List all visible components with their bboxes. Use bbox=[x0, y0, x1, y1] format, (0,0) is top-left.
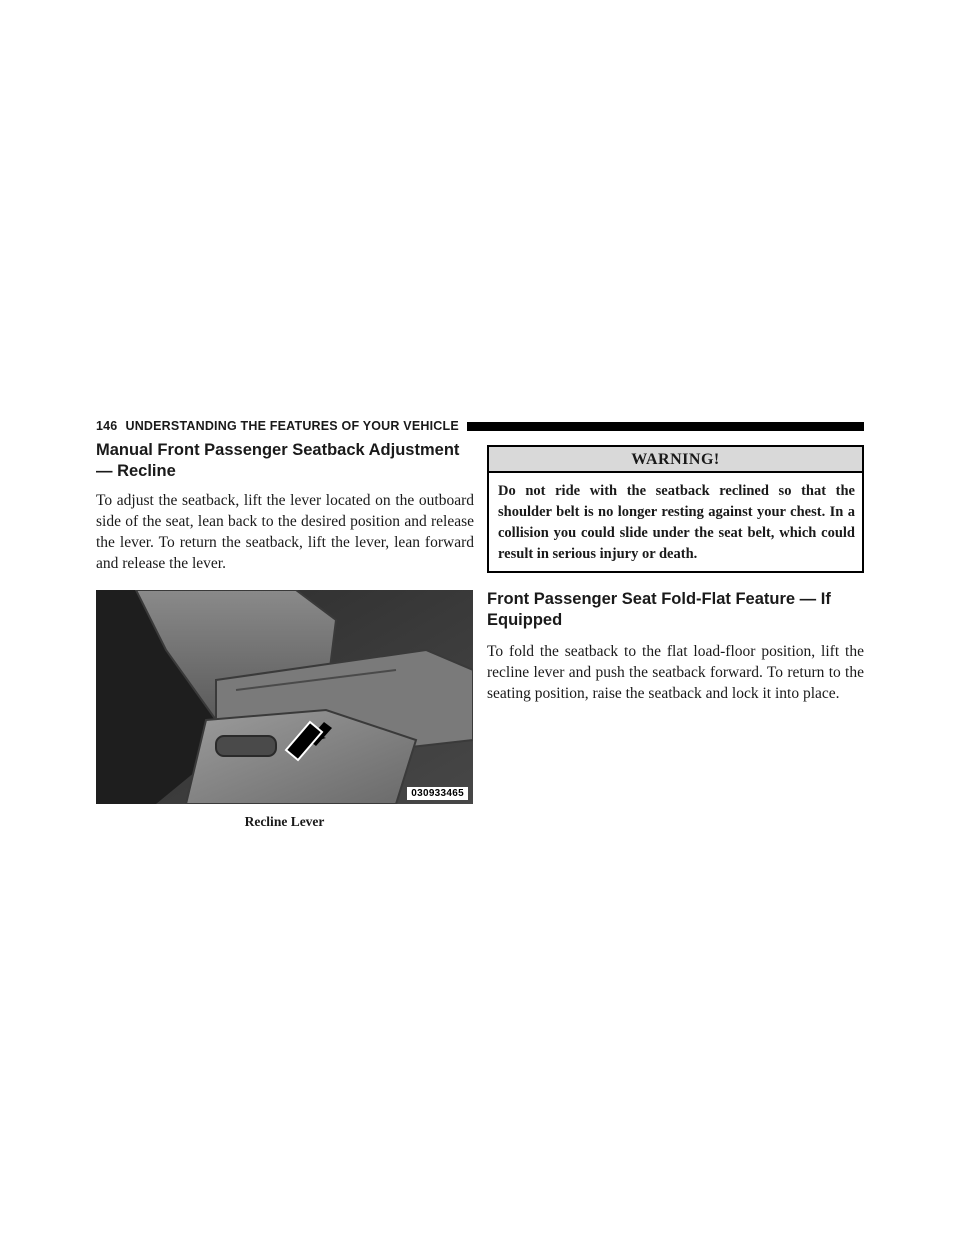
section-title: UNDERSTANDING THE FEATURES OF YOUR VEHICLE bbox=[125, 419, 459, 433]
warning-text: Do not ride with the seatback reclined so that the shoulder belt is no longer resting against your chest. In a collision you could slide under the seat belt, which could result in serious injury or death. bbox=[498, 483, 855, 562]
left-column bbox=[96, 440, 474, 830]
header-rule bbox=[467, 422, 864, 431]
page-header bbox=[96, 418, 864, 434]
seat-illustration bbox=[96, 590, 473, 804]
page-number: 146 bbox=[96, 419, 118, 433]
fold-flat-heading: Front Passenger Seat Fold-Flat Feature — If Equipped bbox=[487, 590, 831, 629]
figure-caption: Recline Lever bbox=[244, 814, 325, 829]
fold-flat-section bbox=[487, 589, 864, 704]
recline-lever bbox=[216, 736, 276, 756]
figure-code: 030933465 bbox=[407, 787, 468, 800]
warning-title: WARNING! bbox=[489, 447, 862, 473]
fold-flat-paragraph: To fold the seatback to the flat load-floor position, lift the recline lever and push the seatback forward. To return to the seating position, raise the seatback and lock it into place. bbox=[487, 643, 864, 702]
recline-heading: Manual Front Passenger Seatback Adjustment — Recline bbox=[96, 441, 460, 480]
recline-paragraph: To adjust the seatback, lift the lever located on the outboard side of the seat, lean back to the desired position and release the lever. To return the seatback, lift the lever, lean forward and release the lever. bbox=[96, 492, 474, 572]
warning-box bbox=[487, 445, 864, 573]
recline-lever-photo bbox=[96, 590, 473, 804]
right-column bbox=[487, 445, 864, 704]
